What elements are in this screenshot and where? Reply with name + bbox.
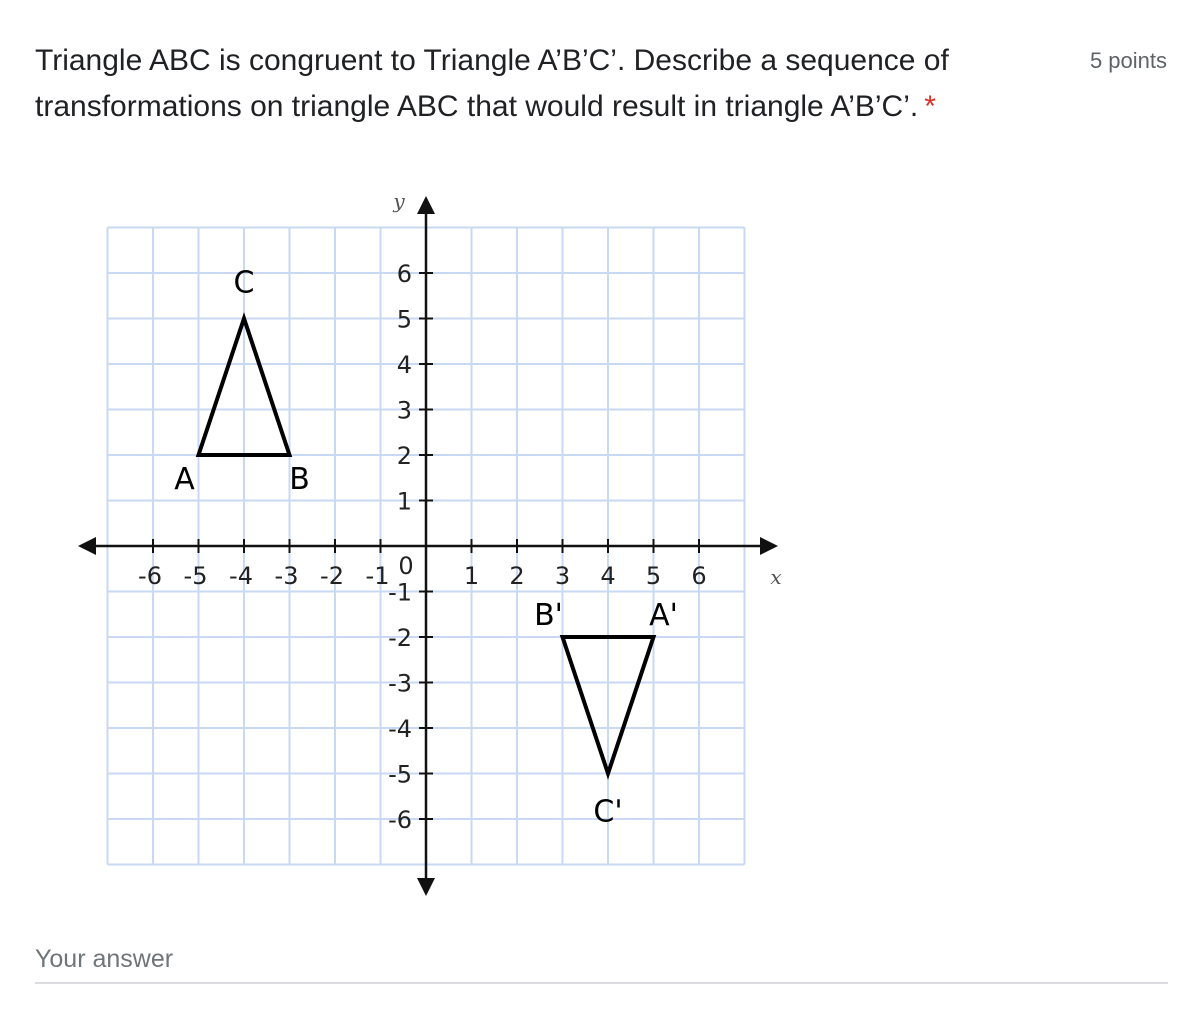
y-tick-label: 6 — [396, 260, 412, 288]
y-tick-label: -3 — [388, 669, 412, 698]
y-axis-up-arrow — [417, 196, 435, 214]
x-tick-label: 6 — [691, 562, 707, 590]
y-tick-label: -4 — [388, 715, 412, 743]
y-tick-label: -2 — [388, 624, 412, 652]
vertex-label-a: A — [174, 462, 195, 497]
y-tick-label: 3 — [396, 396, 412, 425]
y-axis-label: y — [393, 189, 405, 213]
y-tick-label: -6 — [388, 806, 412, 834]
y-tick-label: 2 — [396, 442, 412, 470]
x-tick-label: 3 — [554, 562, 571, 590]
x-tick-label: 5 — [645, 562, 662, 590]
vertex-label-c: C — [233, 265, 255, 301]
axes — [78, 196, 778, 896]
question-text: Triangle ABC is congruent to Triangle A’B’C’. Describe a sequence of transformations on triangle ABC that would result in triangle A’B’C’. — [35, 44, 949, 123]
x-tick-label: 4 — [600, 562, 616, 590]
answer-input[interactable] — [35, 936, 1168, 984]
vertex-label-c-prime: C' — [593, 794, 623, 830]
x-axis-right-arrow — [760, 537, 778, 555]
x-tick-label: -2 — [320, 562, 344, 590]
vertex-label-a-prime: A' — [649, 598, 678, 633]
x-axis-label: x — [770, 565, 782, 589]
coordinate-plane-graph — [0, 150, 820, 910]
x-tick-label: 1 — [463, 562, 480, 590]
x-tick-label: -1 — [365, 562, 390, 590]
y-axis-down-arrow — [417, 878, 435, 896]
x-tick-label: 2 — [509, 562, 525, 590]
y-tick-label: 1 — [396, 487, 412, 516]
y-tick-label: 4 — [396, 351, 412, 379]
question-title — [35, 38, 1035, 130]
x-tick-label: -3 — [274, 562, 299, 590]
y-tick-label: 5 — [396, 305, 412, 334]
points-label: 5 points — [1089, 48, 1167, 73]
x-tick-label: -6 — [138, 562, 162, 590]
y-tick-label: -1 — [388, 578, 412, 607]
x-tick-label: -5 — [183, 562, 208, 590]
required-asterisk: * — [924, 90, 936, 123]
y-tick-label: -5 — [388, 760, 412, 789]
x-axis-left-arrow — [78, 537, 96, 555]
vertex-label-b: B — [289, 462, 310, 497]
x-tick-label: -4 — [229, 562, 253, 590]
origin-label: 0 — [398, 552, 414, 580]
vertex-label-b-prime: B' — [534, 598, 563, 633]
